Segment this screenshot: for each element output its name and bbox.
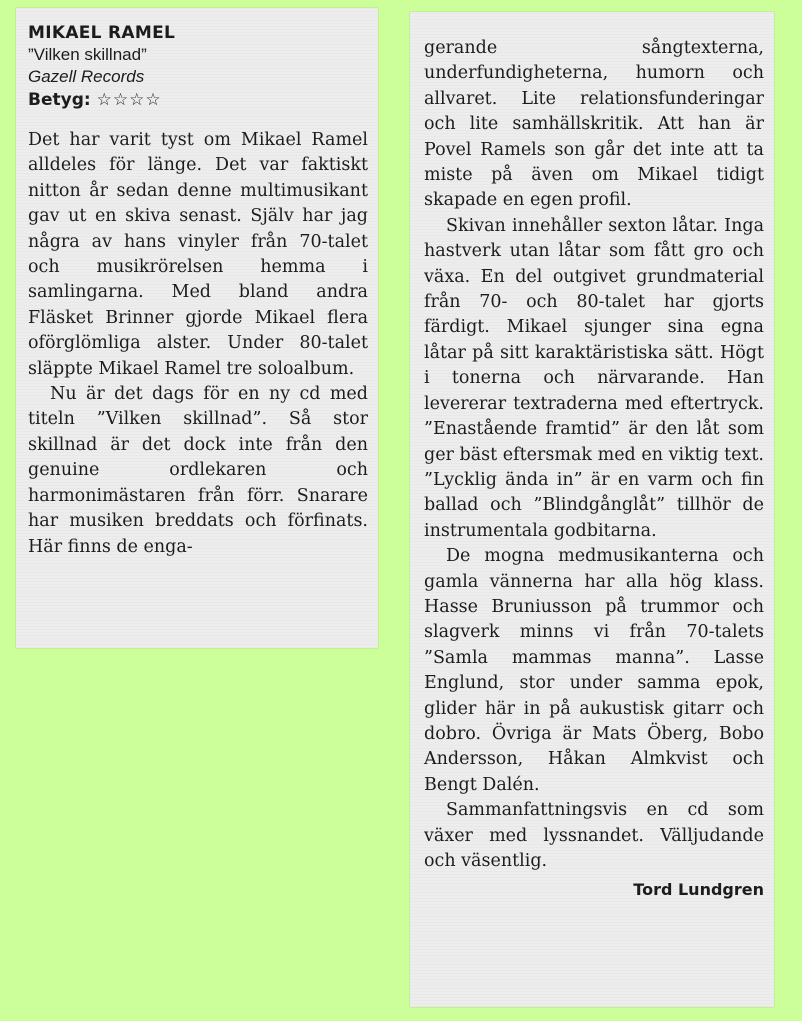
rating [28, 88, 368, 112]
paragraph: Skivan innehåller sexton låtar. Inga hastverk utan låtar som fått gro och växa. En del outgivet grundmaterial från 70- och 80-talet har gjorts färdigt. Mikael sjunger sina egna låtar på sitt karaktäristiska sätt. Högt i tonerna och närvarande. Han levererar textraderna med eftertryck. ”Enastående framtid” är den låt som ger bäst eftersmak med en viktig text. ”Lycklig ända in” är en varm och fin ballad och ”Blindgånglåt” tillhör de instrumentala godbitarna. [424, 215, 764, 541]
rating-label: Betyg: [28, 90, 91, 110]
review-text-left [28, 128, 368, 560]
review-text-right [424, 36, 764, 874]
artist-name: MIKAEL RAMEL [28, 23, 176, 43]
star-icon: ☆☆☆☆ [96, 90, 162, 110]
paragraph: Det har varit tyst om Mikael Ramel alldeles för länge. Det var faktiskt nitton år sedan denne multimusikant gav ut en skiva senast. Själv har jag några av hans vinyler från 70-talet och musikrörelsen hemma i samlingarna. Med bland andra Fläsket Brinner gjorde Mikael flera oförglömliga alster. Under 80-talet släppte Mikael Ramel tre soloalbum. [28, 130, 368, 379]
paragraph: Sammanfattningsvis en cd som växer med lyssnandet. Välljudande och väsentlig. [424, 800, 764, 871]
record-label: Gazell Records [28, 67, 145, 86]
clipping-right-column [410, 12, 774, 1007]
clipping-left-column [16, 8, 378, 648]
paragraph: gerande sångtexterna, underfundigheterna, humorn och allvaret. Lite relationsfunderingar och lite samhällskritik. Att han är Povel Ramels son går det inte att ta miste på även om Mikael tidigt skapade en egen profil. [424, 38, 764, 211]
album-title: ”Vilken skillnad” [28, 45, 147, 64]
paragraph: De mogna medmusikanterna och gamla vännerna har alla hög klass. Hasse Bruniusson på trummor och slagverk minns vi från 70-talets ”Samla mammas manna”. Lasse Englund, stor under samma epok, glider här in på aukustisk gitarr och dobro. Övriga är Mats Öberg, Bobo Andersson, Håkan Almkvist och Bengt Dalén. [424, 546, 764, 795]
byline-author: Tord Lundgren [633, 880, 764, 900]
paragraph: Nu är det dags för en ny cd med titeln ”Vilken skillnad”. Så stor skillnad är det dock inte från den genuine ordlekaren och harmonimästaren från förr. Snarare har musiken breddats och förfinats. Här finns de enga- [28, 384, 368, 557]
